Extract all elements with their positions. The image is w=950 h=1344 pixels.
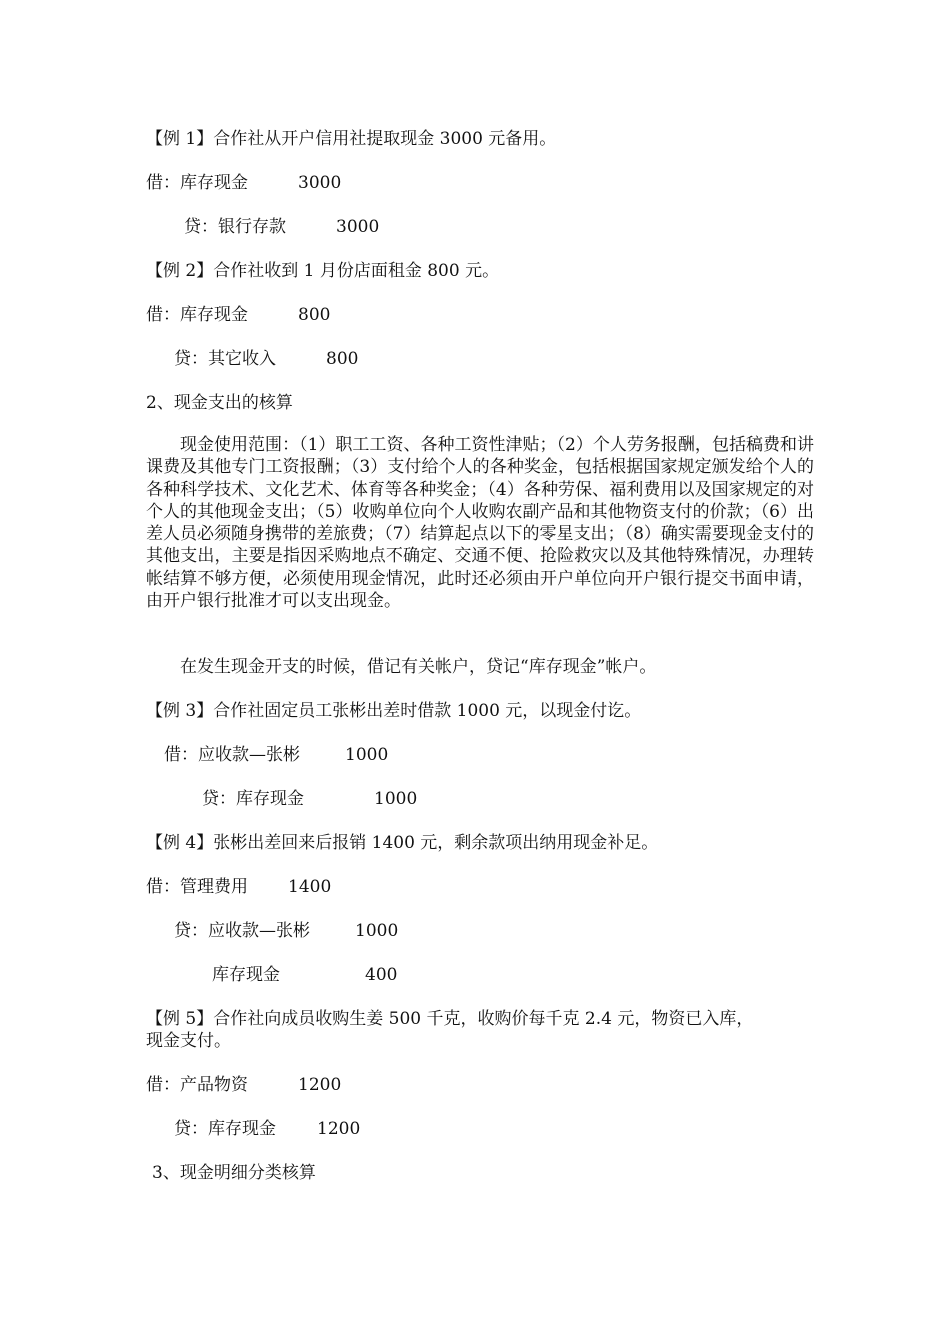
example-2-title: 【例 2】合作社收到 1 月份店面租金 800 元。	[146, 261, 500, 281]
example-4-credit-label: 贷：应收款—张彬	[174, 921, 310, 941]
example-2-credit-label: 贷：其它收入	[174, 349, 276, 369]
example-3-debit-label: 借：应收款—张彬	[164, 745, 300, 765]
example-4-debit-amount: 1400	[288, 877, 332, 897]
example-4-credit-amount: 1000	[355, 921, 399, 941]
example-5-credit-label: 贷：库存现金	[174, 1119, 276, 1139]
example-4-debit-label: 借：管理费用	[146, 877, 248, 897]
example-2-debit-label: 借：库存现金	[146, 305, 248, 325]
example-4-title: 【例 4】张彬出差回来后报销 1400 元，剩余款项出纳用现金补足。	[146, 833, 659, 853]
section-2-heading: 2、现金支出的核算	[146, 393, 293, 413]
section-3-heading: 3、现金明细分类核算	[152, 1163, 316, 1183]
example-1-credit-amount: 3000	[336, 217, 380, 237]
cash-scope-text: 现金使用范围：（1）职工工资、各种工资性津贴；（2）个人劳务报酬，包括稿费和讲课费及其他专门工资报酬；（3）支付给个人的各种奖金，包括根据国家规定颁发给个人的各种科学技术、文化艺术、体育等各种奖金；（4）各种劳保、福利费用以及国家规定的对个人的其他现金支出；（5）收购单位向个人收购农副产品和其他物资支付的价款；（6）出差人员必须随身携带的差旅费；（7）结算起点以下的零星支出；（8）确实需要现金支付的其他支出，主要是指因采购地点不确定、交通不便、抢险救灾以及其他特殊情况，办理转帐结算不够方便，必须使用现金情况，此时还必须由开户单位向开户银行提交书面申请，由开户银行批准才可以支出现金。	[146, 435, 814, 612]
example-3-credit-label: 贷：库存现金	[202, 789, 304, 809]
example-5-credit-amount: 1200	[317, 1119, 361, 1139]
example-2-debit-amount: 800	[298, 305, 331, 325]
example-5-debit-amount: 1200	[298, 1075, 342, 1095]
example-1-credit-label: 贷：银行存款	[184, 217, 286, 237]
example-1-debit-amount: 3000	[298, 173, 342, 193]
cash-scope-paragraph	[146, 434, 814, 612]
example-3-credit-amount: 1000	[374, 789, 418, 809]
example-5-title-line-2: 现金支付。	[146, 1031, 231, 1051]
example-1-debit-label: 借：库存现金	[146, 173, 248, 193]
example-3-debit-amount: 1000	[345, 745, 389, 765]
example-5-title-line-1: 【例 5】合作社向成员收购生姜 500 千克，收购价每千克 2.4 元，物资已入库，	[146, 1009, 754, 1029]
example-5-debit-label: 借：产品物资	[146, 1075, 248, 1095]
example-2-credit-amount: 800	[326, 349, 359, 369]
example-3-title: 【例 3】合作社固定员工张彬出差时借款 1000 元，以现金付讫。	[146, 701, 642, 721]
rule-sentence: 在发生现金开支的时候，借记有关帐户，贷记“库存现金”帐户。	[180, 657, 657, 677]
example-4-credit-2-amount: 400	[365, 965, 398, 985]
example-1-title: 【例 1】合作社从开户信用社提取现金 3000 元备用。	[146, 129, 557, 149]
example-4-credit-2-label: 库存现金	[212, 965, 280, 985]
